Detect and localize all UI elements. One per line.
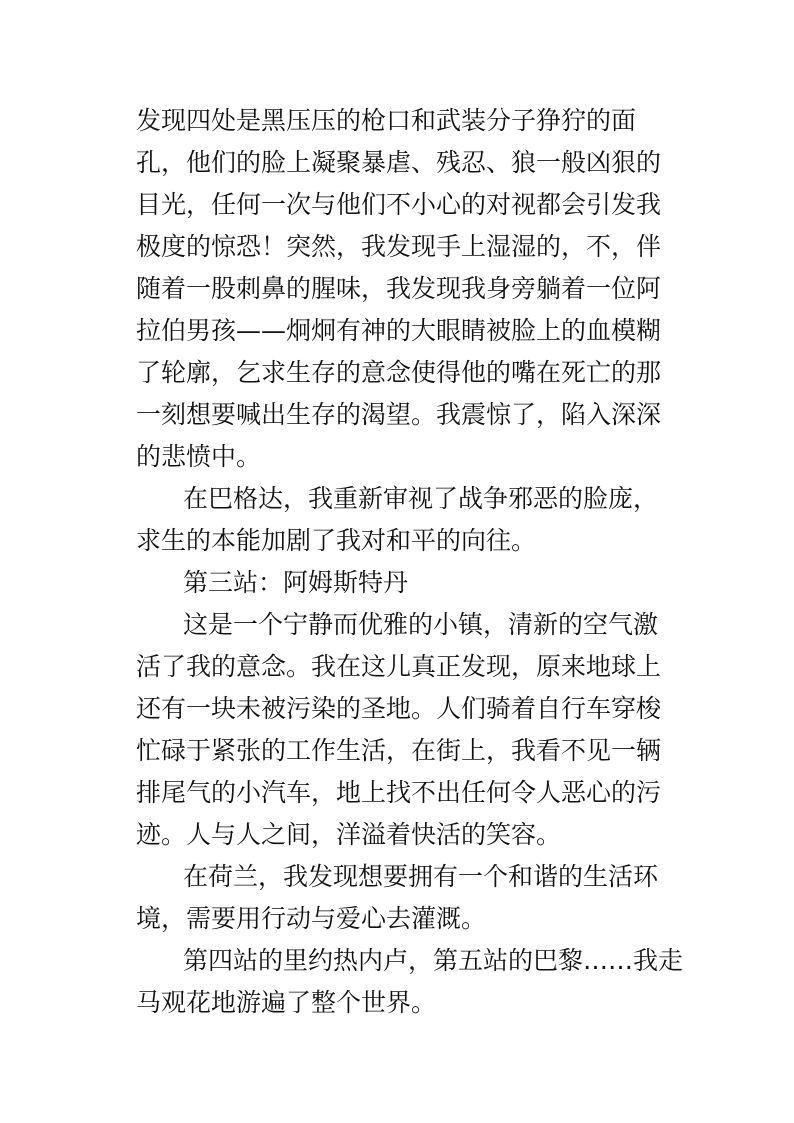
text-line: 孔，他们的脸上凝聚暴虐、残忍、狼一般凶狠的 [136,148,662,177]
text-line: 目光，任何一次与他们不小心的对视都会引发我 [136,190,662,219]
text-line: 的悲愤中。 [136,442,262,471]
text-line: 极度的惊恐！突然，我发现手上湿湿的，不，伴 [136,232,662,261]
text-line: 拉伯男孩——炯炯有神的大眼睛被脸上的血模糊 [136,316,662,345]
text-line: 求生的本能加剧了我对和平的向往。 [136,526,537,555]
text-line: 境，需要用行动与爱心去灌溉。 [136,904,487,933]
text-line: 随着一股刺鼻的腥味，我发现我身旁躺着一位阿 [136,274,662,303]
text-line: 发现四处是黑压压的枪口和武装分子狰狞的面 [136,106,637,135]
text-line: 马观花地游遍了整个世界。 [136,988,437,1017]
section-heading: 第三站：阿姆斯特丹 [183,568,409,597]
text-line: 排尾气的小汽车，地上找不出任何令人恶心的污 [136,778,662,807]
paragraph-first-line: 第四站的里约热内卢，第五站的巴黎……我走 [183,946,684,975]
text-line: 忙碌于紧张的工作生活，在街上，我看不见一辆 [136,736,662,765]
paragraph-first-line: 这是一个宁静而优雅的小镇，清新的空气激 [183,610,659,639]
text-line: 迹。人与人之间，洋溢着快活的笑容。 [136,820,562,849]
paragraph-first-line: 在巴格达，我重新审视了战争邪恶的脸庞， [183,484,659,513]
paragraph-first-line: 在荷兰，我发现想要拥有一个和谐的生活环 [183,862,659,891]
text-line: 一刻想要喊出生存的渴望。我震惊了，陷入深深 [136,400,662,429]
text-line: 还有一块未被污染的圣地。人们骑着自行车穿梭 [136,694,662,723]
text-line: 活了我的意念。我在这儿真正发现，原来地球上 [136,652,662,681]
text-line: 了轮廓，乞求生存的意念使得他的嘴在死亡的那 [136,358,662,387]
